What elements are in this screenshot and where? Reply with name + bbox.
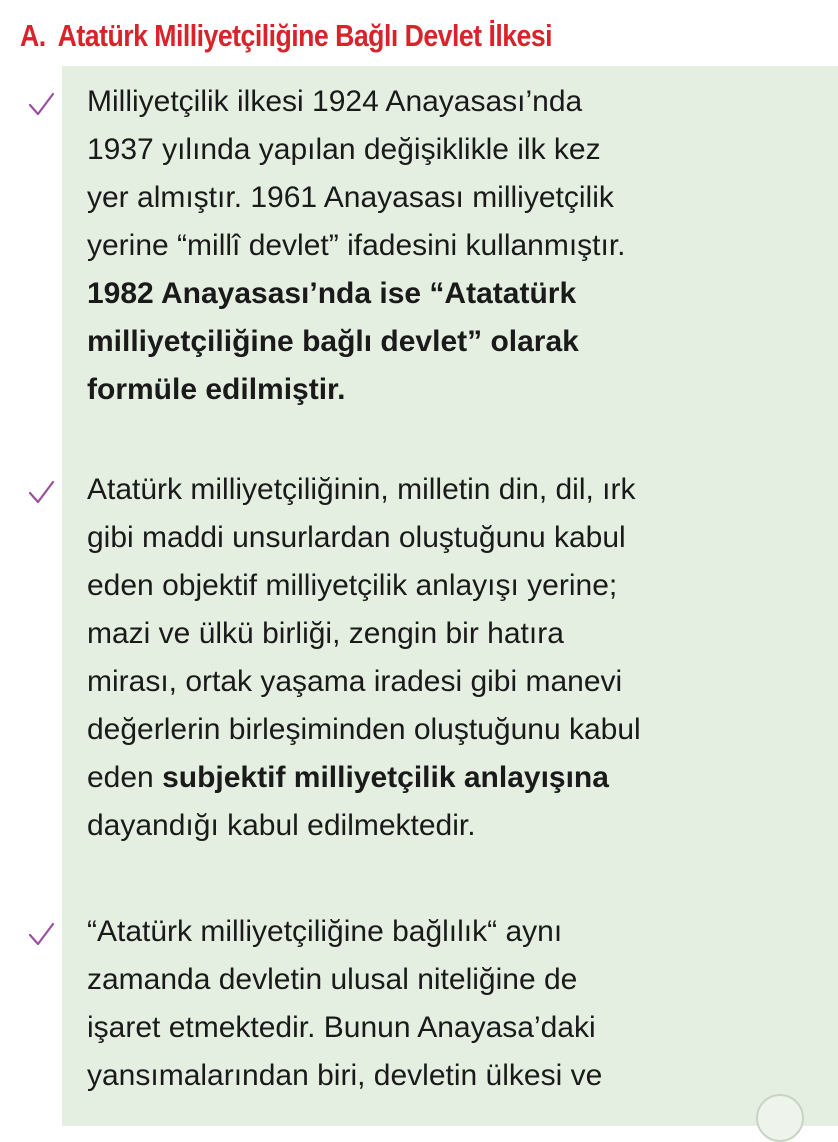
section-letter: A. <box>20 18 46 53</box>
text-line: eden objektif milliyetçilik anlayışı yerine; <box>87 569 618 602</box>
check-mark-icon <box>26 920 56 950</box>
text-line: değerlerin birleşiminden oluştuğunu kabul <box>87 713 641 746</box>
bold-text-segment: subjektif milliyetçilik anlayışına <box>162 761 609 794</box>
bold-text-line: 1982 Anayasası’nda ise “Atatatürk <box>87 277 577 310</box>
text-line: gibi maddi unsurlardan oluştuğunu kabul <box>87 521 626 554</box>
text-line: dayandığı kabul edilmektedir. <box>87 809 476 842</box>
bold-text-line: milliyetçiliğine bağlı devlet” olarak <box>87 325 579 358</box>
bullet-text <box>87 78 832 414</box>
check-mark-icon <box>26 90 56 120</box>
text-line: zamanda devletin ulusal niteliğine de <box>87 963 578 996</box>
text-line <box>87 754 832 802</box>
section-title: Atatürk Milliyetçiliğine Bağlı Devlet İlkesi <box>57 18 553 53</box>
text-line: yansımalarından biri, devletin ülkesi ve <box>87 1059 603 1092</box>
bullet-text <box>87 908 832 1100</box>
text-line: yer almıştır. 1961 Anayasası milliyetçilik <box>87 181 614 214</box>
text-line: mirası, ortak yaşama iradesi gibi manevi <box>87 665 623 698</box>
text-line: Atatürk milliyetçiliğinin, milletin din, dil, ırk <box>87 473 636 506</box>
bullet-text <box>87 466 832 850</box>
page-corner-button[interactable] <box>756 1094 804 1142</box>
text-segment: eden <box>87 761 163 794</box>
section-heading <box>20 10 552 62</box>
check-mark-icon <box>26 478 56 508</box>
text-line: yerine “millî devlet” ifadesini kullanmıştır. <box>87 229 626 262</box>
text-line: “Atatürk milliyetçiliğine bağlılık“ aynı <box>87 915 563 948</box>
bold-text-line: formüle edilmiştir. <box>87 373 346 406</box>
text-line: Milliyetçilik ilkesi 1924 Anayasası’nda <box>87 85 583 118</box>
text-line: 1937 yılında yapılan değişiklikle ilk kez <box>87 133 601 166</box>
text-line: mazi ve ülkü birliği, zengin bir hatıra <box>87 617 564 650</box>
text-line: işaret etmektedir. Bunun Anayasa’daki <box>87 1011 596 1044</box>
